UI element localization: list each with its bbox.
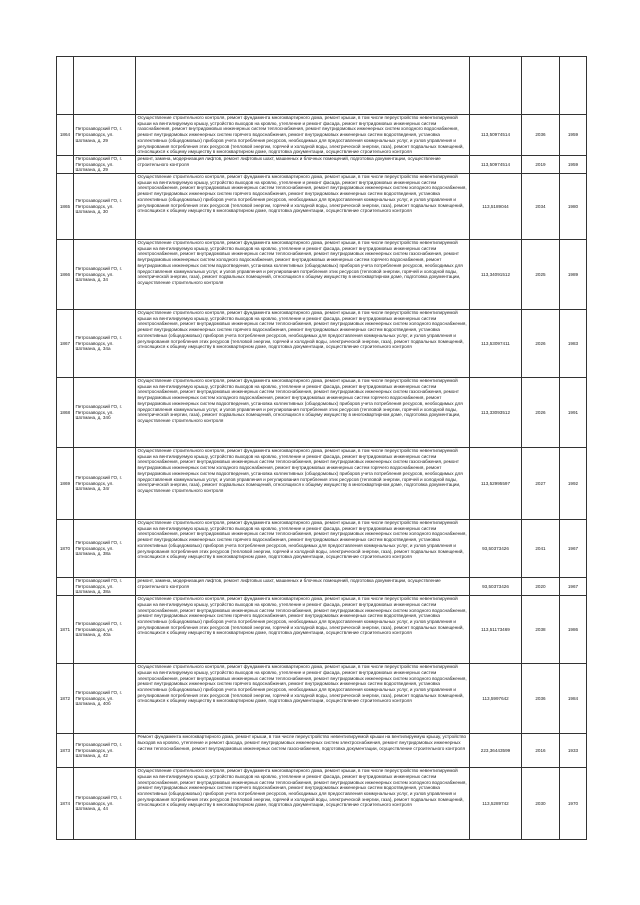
- work-description-cell: Осуществление строительного контроля, ремонт фундамента многоквартирного дома, ремонт крыши, в том числе переустройство невентилируемой крыши на вентилируемую крышу, устройство выходов на кровлю, утепление и ремонт фасада, ремонт внутридомовых инженерных систем электроснабжения, ремонт внутридомовых инженерных систем теплоснабжения, ремонт внутридомовых инженерных систем газоснабжения, ремонт внутридомовых инженерных систем холодного водоснабжения, ремонт внутридомовых инженерных систем горячего водоснабжения, ремонт внутридомовых инженерных систем водоотведения, установка коллективных (общедомовых) приборов учета потребления ресурсов, необходимых для предоставления коммунальных услуг, и узлов управления и регулирования потребления этих ресурсов (тепловой энергии, горячей и холодной воды, электрической энергии, газа), ремонт подвальных помещений, относящихся к общему имуществу в многоквартирном доме, подготовка документации, осуществление строительного контроля: [136, 240, 470, 310]
- planned-year-cell: 2036: [522, 664, 560, 734]
- built-year-cell: [560, 57, 587, 115]
- work-description-cell: Осуществление строительного контроля, ремонт фундамента многоквартирного дома, ремонт крыши, в том числе переустройство невентилируемой крыши на вентилируемую крышу, устройство выходов на кровлю, утепление и ремонт фасада, ремонт внутридомовых инженерных систем электроснабжения, ремонт внутридомовых инженерных систем теплоснабжения, ремонт внутридомовых инженерных систем холодного водоснабжения, ремонт внутридомовых инженерных систем горячего водоснабжения, ремонт внутридомовых инженерных систем водоотведения, установка коллективных (общедомовых) приборов учета потребления ресурсов, необходимых для предоставления коммунальных услуг, и узлов управления и регулирования потребления этих ресурсов (тепловой энергии, горячей и холодной воды, электрической энергии, газа), ремонт подвальных помещений, относящихся к общему имуществу в многоквартирном доме, подготовка документации, осуществление строительного контроля: [136, 664, 470, 734]
- cost-cell: 113,5997642: [470, 664, 522, 734]
- planned-year-cell: 2020: [522, 578, 560, 596]
- planned-year-cell: 2036: [522, 115, 560, 156]
- built-year-cell: 1989: [560, 240, 587, 310]
- cost-cell: 113,53097411: [470, 310, 522, 378]
- repair-program-table: [56, 56, 587, 840]
- planned-year-cell: 2027: [522, 448, 560, 520]
- table-row: [57, 596, 587, 664]
- row-number-cell: 1871: [57, 596, 74, 664]
- work-description-cell: Осуществление строительного контроля, ремонт фундамента многоквартирного дома, ремонт крыши, в том числе переустройство невентилируемой крыши на вентилируемую крышу, устройство выходов на кровлю, утепление и ремонт фасада, ремонт внутридомовых инженерных систем электроснабжения, ремонт внутридомовых инженерных систем теплоснабжения, ремонт внутридомовых инженерных систем газоснабжения, ремонт внутридомовых инженерных систем холодного водоснабжения, ремонт внутридомовых инженерных систем горячего водоснабжения, ремонт внутридомовых инженерных систем водоотведения, установка коллективных (общедомовых) приборов учета потребления ресурсов, необходимых для предоставления коммунальных услуг, и узлов управления и регулирования потребления этих ресурсов (тепловой энергии, горячей и холодной воды, электрической энергии, газа), ремонт подвальных помещений, относящихся к общему имуществу в многоквартирном доме, подготовка документации, осуществление строительного контроля: [136, 448, 470, 520]
- built-year-cell: 1959: [560, 155, 587, 173]
- address-cell: Петрозаводский ГО, г. Петрозаводск, ул. Шотмана, д. 44: [74, 768, 136, 840]
- address-cell: Петрозаводский ГО, г. Петрозаводск, ул. Шотмана, д. 34г: [74, 448, 136, 520]
- cost-cell: 113,5189044: [470, 174, 522, 240]
- planned-year-cell: 2034: [522, 174, 560, 240]
- table-row: [57, 310, 587, 378]
- table-body: [57, 57, 587, 840]
- planned-year-cell: 2019: [522, 155, 560, 173]
- row-number-cell: [57, 155, 74, 173]
- row-number-cell: 1874: [57, 768, 74, 840]
- address-cell: [74, 57, 136, 115]
- table-row: [57, 768, 587, 840]
- planned-year-cell: 2026: [522, 378, 560, 448]
- address-cell: Петрозаводский ГО, г. Петрозаводск, ул. Шотмана, д. 38а: [74, 520, 136, 578]
- cost-cell: 113,5289742: [470, 768, 522, 840]
- planned-year-cell: 2016: [522, 734, 560, 768]
- address-cell: Петрозаводский ГО, г. Петрозаводск, ул. Шотмана, д. 40а: [74, 596, 136, 664]
- table-row: [57, 520, 587, 578]
- work-description-cell: Осуществление строительного контроля, ремонт фундамента многоквартирного дома, ремонт крыши, в том числе переустройство невентилируемой крыши на вентилируемую крышу, устройство выходов на кровлю, утепление и ремонт фасада, ремонт внутридомовых инженерных систем электроснабжения, ремонт внутридомовых инженерных систем теплоснабжения, ремонт внутридомовых инженерных систем холодного водоснабжения, ремонт внутридомовых инженерных систем горячего водоснабжения, ремонт внутридомовых инженерных систем водоотведения, установка коллективных (общедомовых) приборов учета потребления ресурсов, необходимых для предоставления коммунальных услуг, и узлов управления и регулирования потребления этих ресурсов (тепловой энергии, горячей и холодной воды, электрической энергии, газа), ремонт подвальных помещений, относящихся к общему имуществу в многоквартирном доме, подготовка документации, осуществление строительного контроля: [136, 174, 470, 240]
- address-cell: Петрозаводский ГО, г. Петрозаводск, ул. Шотмана, д. 34б: [74, 378, 136, 448]
- work-description-cell: ремонт, замена, модернизация лифтов, ремонт лифтовых шахт, машинных и блочных помещений, подготовка документации, осуществление строительного контроля: [136, 578, 470, 596]
- table-row: [57, 115, 587, 156]
- cost-cell: 93,50373426: [470, 578, 522, 596]
- address-cell: Петрозаводский ГО, г. Петрозаводск, ул. Шотмана, д. 38а: [74, 578, 136, 596]
- address-cell: Петрозаводский ГО, г. Петрозаводск, ул. Шотмана, д. 29: [74, 115, 136, 156]
- built-year-cell: 1983: [560, 310, 587, 378]
- table-row: [57, 448, 587, 520]
- table-row: [57, 57, 587, 115]
- cost-cell: 93,50373426: [470, 520, 522, 578]
- built-year-cell: 1986: [560, 596, 587, 664]
- row-number-cell: 1869: [57, 448, 74, 520]
- planned-year-cell: 2026: [522, 310, 560, 378]
- built-year-cell: 1967: [560, 578, 587, 596]
- row-number-cell: [57, 578, 74, 596]
- row-number-cell: 1872: [57, 664, 74, 734]
- planned-year-cell: 2030: [522, 768, 560, 840]
- table-row: [57, 240, 587, 310]
- planned-year-cell: 2038: [522, 596, 560, 664]
- work-description-cell: Осуществление строительного контроля, ремонт фундамента многоквартирного дома, ремонт крыши, в том числе переустройство невентилируемой крыши на вентилируемую крышу, устройство выходов на кровлю, утепление и ремонт фасада, ремонт внутридомовых инженерных систем электроснабжения, ремонт внутридомовых инженерных систем теплоснабжения, ремонт внутридомовых инженерных систем холодного водоснабжения, ремонт внутридомовых инженерных систем горячего водоснабжения, ремонт внутридомовых инженерных систем водоотведения, установка коллективных (общедомовых) приборов учета потребления ресурсов, необходимых для предоставления коммунальных услуг, и узлов управления и регулирования потребления этих ресурсов (тепловой энергии, горячей и холодной воды, электрической энергии, газа), ремонт подвальных помещений, относящихся к общему имуществу в многоквартирном доме, подготовка документации, осуществление строительного контроля: [136, 520, 470, 578]
- table-row: [57, 664, 587, 734]
- built-year-cell: 1967: [560, 520, 587, 578]
- row-number-cell: 1865: [57, 174, 74, 240]
- table-row: [57, 155, 587, 173]
- cost-cell: 113,34091512: [470, 240, 522, 310]
- cost-cell: 223,36443599: [470, 734, 522, 768]
- work-description-cell: Осуществление строительного контроля, ремонт фундамента многоквартирного дома, ремонт крыши, в том числе переустройство невентилируемой крыши на вентилируемую крышу, устройство выходов на кровлю, утепление и ремонт фасада, ремонт внутридомовых инженерных систем электроснабжения, ремонт внутридомовых инженерных систем теплоснабжения, ремонт внутридомовых инженерных систем холодного водоснабжения, ремонт внутридомовых инженерных систем горячего водоснабжения, ремонт внутридомовых инженерных систем водоотведения, установка коллективных (общедомовых) приборов учета потребления ресурсов, необходимых для предоставления коммунальных услуг, и узлов управления и регулирования потребления этих ресурсов (тепловой энергии, горячей и холодной воды, электрической энергии, газа), ремонт подвальных помещений, относящихся к общему имуществу в многоквартирном доме, подготовка документации, осуществление строительного контроля: [136, 310, 470, 378]
- row-number-cell: 1866: [57, 240, 74, 310]
- work-description-cell: Осуществление строительного контроля, ремонт фундамента многоквартирного дома, ремонт крыши, в том числе переустройство невентилируемой крыши на вентилируемую крышу, устройство выходов на кровлю, утепление и ремонт фасада, ремонт внутридомовых инженерных систем газоснабжения, ремонт внутридомовых инженерных систем теплоснабжения, ремонт внутридомовых инженерных систем холодного водоснабжения, ремонт внутридомовых инженерных систем горячего водоснабжения, ремонт внутридомовых инженерных систем водоотведения, установка коллективных (общедомовых) приборов учета потребления ресурсов, необходимых для предоставления коммунальных услуг, и узлов управления и регулирования потребления этих ресурсов (тепловой энергии, горячей и холодной воды, электрической энергии, газа), ремонт подвальных помещений, относящихся к общему имуществу в многоквартирном доме, подготовка документации, осуществление строительного контроля: [136, 115, 470, 156]
- address-cell: Петрозаводский ГО, г. Петрозаводск, ул. Шотмана, д. 30: [74, 174, 136, 240]
- cost-cell: 113,51173469: [470, 596, 522, 664]
- planned-year-cell: 2041: [522, 520, 560, 578]
- work-description-cell: [136, 57, 470, 115]
- row-number-cell: 1867: [57, 310, 74, 378]
- cost-cell: 113,50974514: [470, 155, 522, 173]
- address-cell: Петрозаводский ГО, г. Петрозаводск, ул. Шотмана, д. 34: [74, 240, 136, 310]
- built-year-cell: 1980: [560, 174, 587, 240]
- cost-cell: 113,50974514: [470, 115, 522, 156]
- work-description-cell: Ремонт фундамента многоквартирного дома, ремонт крыши, в том числе переустройство невентилируемой крыши на вентилируемую крышу, устройство выходов на кровлю, утепление и ремонт фасада, ремонт внутридомовых инженерных систем электроснабжения, ремонт внутридомовых инженерных систем теплоснабжения, ремонт внутридомовых инженерных систем газоснабжения, подготовка документации, осуществление строительного контроля: [136, 734, 470, 768]
- work-description-cell: Осуществление строительного контроля, ремонт фундамента многоквартирного дома, ремонт крыши, в том числе переустройство невентилируемой крыши на вентилируемую крышу, устройство выходов на кровлю, утепление и ремонт фасада, ремонт внутридомовых инженерных систем электроснабжения, ремонт внутридомовых инженерных систем теплоснабжения, ремонт внутридомовых инженерных систем холодного водоснабжения, ремонт внутридомовых инженерных систем горячего водоснабжения, ремонт внутридомовых инженерных систем водоотведения, установка коллективных (общедомовых) приборов учета потребления ресурсов, необходимых для предоставления коммунальных услуг, и узлов управления и регулирования потребления этих ресурсов (тепловой энергии, горячей и холодной воды, электрической энергии, газа), ремонт подвальных помещений, относящихся к общему имуществу в многоквартирном доме, подготовка документации, осуществление строительного контроля: [136, 768, 470, 840]
- table-row: [57, 734, 587, 768]
- cost-cell: 113,33093512: [470, 378, 522, 448]
- row-number-cell: 1868: [57, 378, 74, 448]
- built-year-cell: 1984: [560, 664, 587, 734]
- work-description-cell: ремонт, замена, модернизация лифтов, ремонт лифтовых шахт, машинных и блочных помещений, подготовка документации, осуществление строительного контроля: [136, 155, 470, 173]
- planned-year-cell: 2025: [522, 240, 560, 310]
- built-year-cell: 1959: [560, 115, 587, 156]
- planned-year-cell: [522, 57, 560, 115]
- address-cell: Петрозаводский ГО, г. Петрозаводск, ул. Шотмана, д. 42: [74, 734, 136, 768]
- row-number-cell: 1873: [57, 734, 74, 768]
- table-row: [57, 578, 587, 596]
- address-cell: Петрозаводский ГО, г. Петрозаводск, ул. Шотмана, д. 29: [74, 155, 136, 173]
- built-year-cell: 1933: [560, 734, 587, 768]
- built-year-cell: 1992: [560, 448, 587, 520]
- work-description-cell: Осуществление строительного контроля, ремонт фундамента многоквартирного дома, ремонт крыши, в том числе переустройство невентилируемой крыши на вентилируемую крышу, устройство выходов на кровлю, утепление и ремонт фасада, ремонт внутридомовых инженерных систем электроснабжения, ремонт внутридомовых инженерных систем теплоснабжения, ремонт внутридомовых инженерных систем газоснабжения, ремонт внутридомовых инженерных систем холодного водоснабжения, ремонт внутридомовых инженерных систем горячего водоснабжения, ремонт внутридомовых инженерных систем водоотведения, установка коллективных (общедомовых) приборов учета потребления ресурсов, необходимых для предоставления коммунальных услуг, и узлов управления и регулирования потребления этих ресурсов (тепловой энергии, горячей и холодной воды, электрической энергии, газа), ремонт подвальных помещений, относящихся к общему имуществу в многоквартирном доме, подготовка документации, осуществление строительного контроля: [136, 378, 470, 448]
- built-year-cell: 1970: [560, 768, 587, 840]
- built-year-cell: 1991: [560, 378, 587, 448]
- cost-cell: [470, 57, 522, 115]
- row-number-cell: [57, 57, 74, 115]
- address-cell: Петрозаводский ГО, г. Петрозаводск, ул. Шотмана, д. 40б: [74, 664, 136, 734]
- row-number-cell: 1864: [57, 115, 74, 156]
- row-number-cell: 1870: [57, 520, 74, 578]
- table-row: [57, 174, 587, 240]
- cost-cell: 113,52995597: [470, 448, 522, 520]
- address-cell: Петрозаводский ГО, г. Петрозаводск, ул. Шотмана, д. 34а: [74, 310, 136, 378]
- table-row: [57, 378, 587, 448]
- work-description-cell: Осуществление строительного контроля, ремонт фундамента многоквартирного дома, ремонт крыши, в том числе переустройство невентилируемой крыши на вентилируемую крышу, устройство выходов на кровлю, утепление и ремонт фасада, ремонт внутридомовых инженерных систем электроснабжения, ремонт внутридомовых инженерных систем теплоснабжения, ремонт внутридомовых инженерных систем холодного водоснабжения, ремонт внутридомовых инженерных систем горячего водоснабжения, ремонт внутридомовых инженерных систем водоотведения, установка коллективных (общедомовых) приборов учета потребления ресурсов, необходимых для предоставления коммунальных услуг, и узлов управления и регулирования потребления этих ресурсов (тепловой энергии, горячей и холодной воды, электрической энергии, газа), ремонт подвальных помещений, относящихся к общему имуществу в многоквартирном доме, подготовка документации, осуществление строительного контроля: [136, 596, 470, 664]
